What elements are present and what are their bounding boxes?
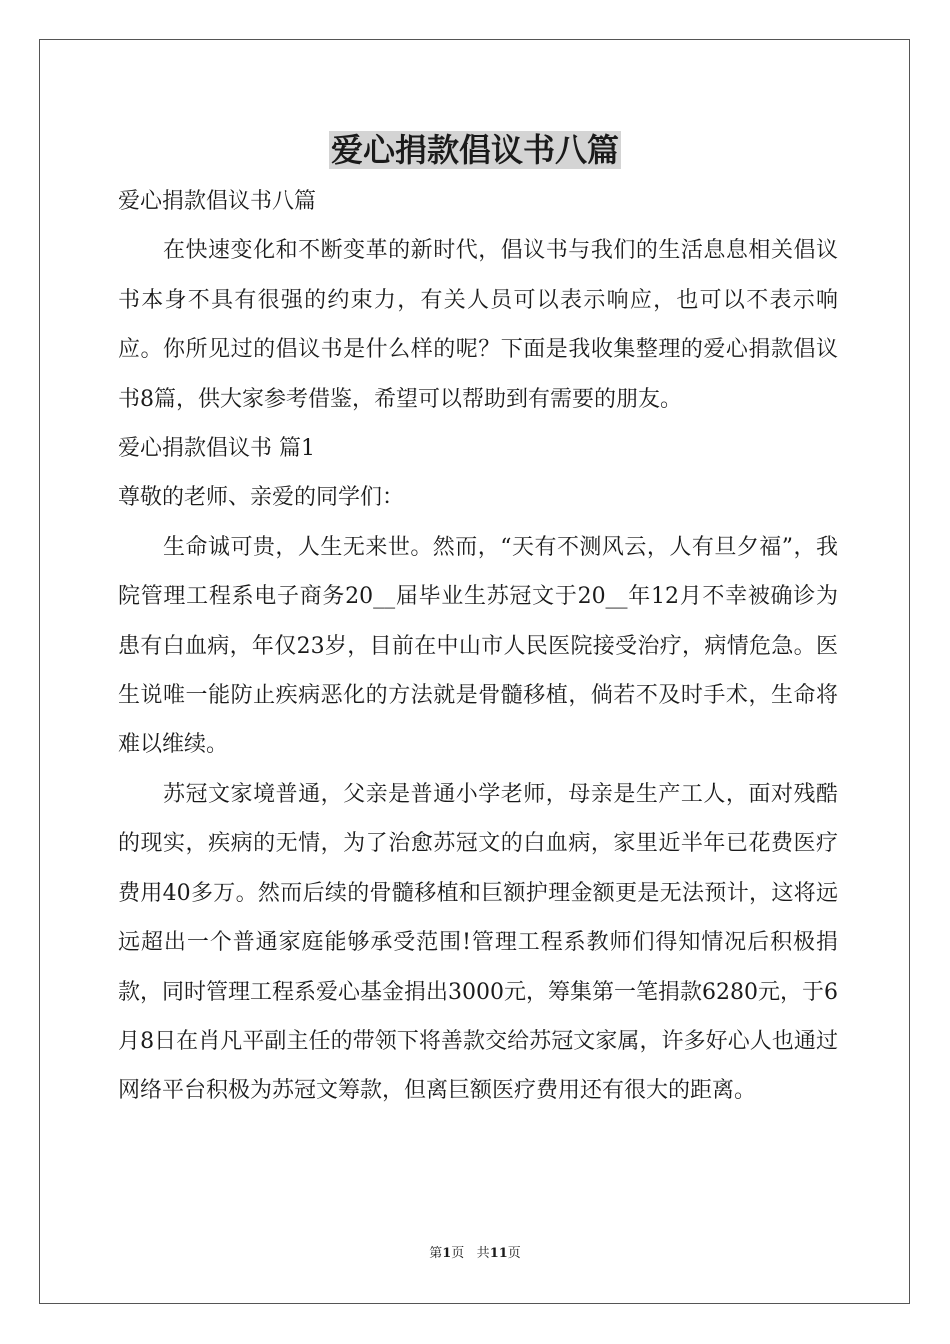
page-number-suffix: 页 bbox=[451, 1246, 465, 1261]
page-footer bbox=[0, 1245, 950, 1263]
body-paragraph-1: 生命诚可贵，人生无来世。然而，“天有不测风云，人有旦夕福”，我院管理工程系电子商务20__届毕业生苏冠文于20__年12月不幸被确诊为患有白血病，年仅23岁，目前在中山市人民医院接受治疗，病情危急。医生说唯一能防止疾病恶化的方法就是骨髓移植，倘若不及时手术，生命将难以维续。 bbox=[118, 534, 838, 758]
body-paragraph-2: 苏冠文家境普通，父亲是普通小学老师，母亲是生产工人，面对残酷的现实，疾病的无情，为了治愈苏冠文的白血病，家里近半年已花费医疗费用40多万。然而后续的骨髓移植和巨额护理金额更是无法预计，这将远远超出一个普通家庭能够承受范围!管理工程系教师们得知情况后积极捐款，同时管理工程系爱心基金捐出3000元，筹集第一笔捐款6280元，于6月8日在肖凡平副主任的带领下将善款交给苏冠文家属，许多好心人也通过网络平台积极为苏冠文筹款，但离巨额医疗费用还有很大的距离。 bbox=[118, 781, 838, 1104]
document-title bbox=[0, 128, 950, 172]
salutation: 尊敬的老师、亲爱的同学们： bbox=[118, 485, 405, 511]
page-number: 1 bbox=[442, 1246, 452, 1261]
total-pages: 11 bbox=[489, 1246, 508, 1261]
document-title-text: 爱心捐款倡议书八篇 bbox=[330, 131, 619, 169]
intro-paragraph: 在快速变化和不断变革的新时代，倡议书与我们的生活息息相关倡议书本身不具有很强的约束力，有关人员可以表示响应，也可以不表示响应。你所见过的倡议书是什么样的呢？下面是我收集整理的爱心捐款倡议书8篇，供大家参考借鉴，希望可以帮助到有需要的朋友。 bbox=[118, 238, 838, 412]
total-pages-suffix: 页 bbox=[507, 1246, 521, 1261]
total-pages-prefix: 共 bbox=[476, 1246, 490, 1261]
document-body bbox=[118, 177, 838, 1116]
page-number-prefix: 第 bbox=[429, 1246, 443, 1261]
document-subtitle: 爱心捐款倡议书八篇 bbox=[118, 189, 317, 214]
section-heading: 爱心捐款倡议书 篇1 bbox=[118, 436, 315, 462]
